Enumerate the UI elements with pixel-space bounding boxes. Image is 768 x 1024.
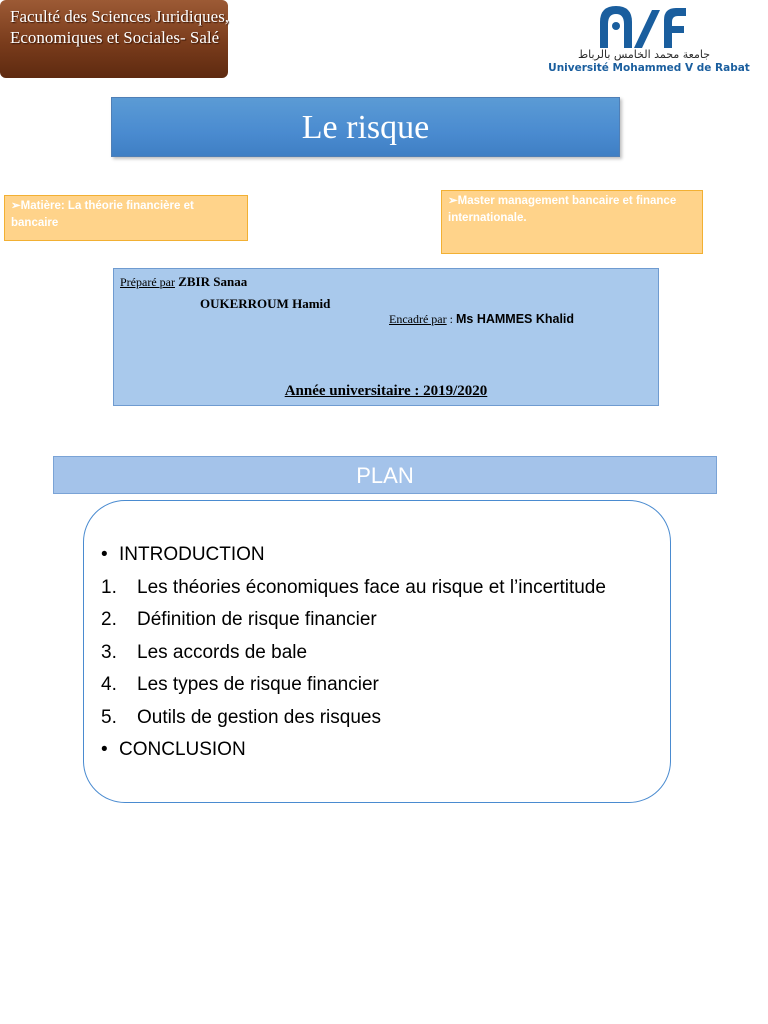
plan-item-text: INTRODUCTION: [119, 544, 265, 565]
plan-item-marker: 3.: [101, 641, 117, 663]
plan-item: [101, 734, 606, 767]
credits-box: [113, 268, 659, 406]
subject-box: ➢Matière: La théorie financière et bancaire: [4, 195, 248, 241]
supervised-by-line: [389, 312, 574, 327]
colon-separator: :: [449, 312, 456, 326]
plan-item-text: CONCLUSION: [119, 739, 246, 760]
plan-item-marker: 1.: [101, 576, 117, 598]
plan-item-marker: •: [101, 739, 108, 760]
plan-item-marker: •: [101, 544, 108, 565]
plan-item-marker: 4.: [101, 674, 117, 695]
plan-item-text: Définition de risque financier: [137, 609, 377, 630]
prepared-by-line: [120, 274, 247, 290]
university-name-arabic: جامعة محمد الخامس بالرباط: [577, 48, 711, 61]
faculty-name-line2: Economiques et Sociales- Salé: [10, 28, 220, 47]
author-2: OUKERROUM Hamid: [200, 296, 331, 311]
plan-item-text: Les théories économiques face au risque et l’incertitude: [137, 576, 606, 598]
faculty-banner: [0, 0, 228, 78]
plan-item-text: Les types de risque financier: [137, 674, 379, 695]
plan-item-marker: 2.: [101, 609, 117, 630]
plan-list: [101, 539, 606, 767]
plan-item: [101, 572, 606, 605]
author-1: ZBIR Sanaa: [178, 274, 248, 289]
prepared-by-label: Préparé par: [120, 275, 175, 289]
plan-item: [101, 539, 606, 572]
plan-header: PLAN: [53, 456, 717, 494]
faculty-name-line1: Faculté des Sciences Juridiques,: [10, 7, 230, 26]
plan-item: [101, 604, 606, 637]
university-name-french: Université Mohammed V de Rabat: [548, 62, 750, 74]
plan-item-text: Outils de gestion des risques: [137, 706, 381, 728]
plan-item: [101, 669, 606, 702]
plan-item: [101, 702, 606, 735]
academic-year: Année universitaire : 2019/2020: [284, 383, 488, 399]
supervised-by-label: Encadré par: [389, 312, 447, 326]
university-emblem-icon: [530, 0, 768, 50]
supervisor-name: Ms HAMMES Khalid: [455, 312, 575, 326]
plan-item-marker: 5.: [101, 706, 117, 728]
master-program-box: ➢Master management bancaire et finance internationale.: [441, 190, 703, 254]
plan-item: [101, 637, 606, 670]
plan-box: [83, 500, 671, 803]
plan-item-text: Les accords de bale: [137, 641, 308, 663]
document-title: Le risque: [111, 97, 620, 157]
